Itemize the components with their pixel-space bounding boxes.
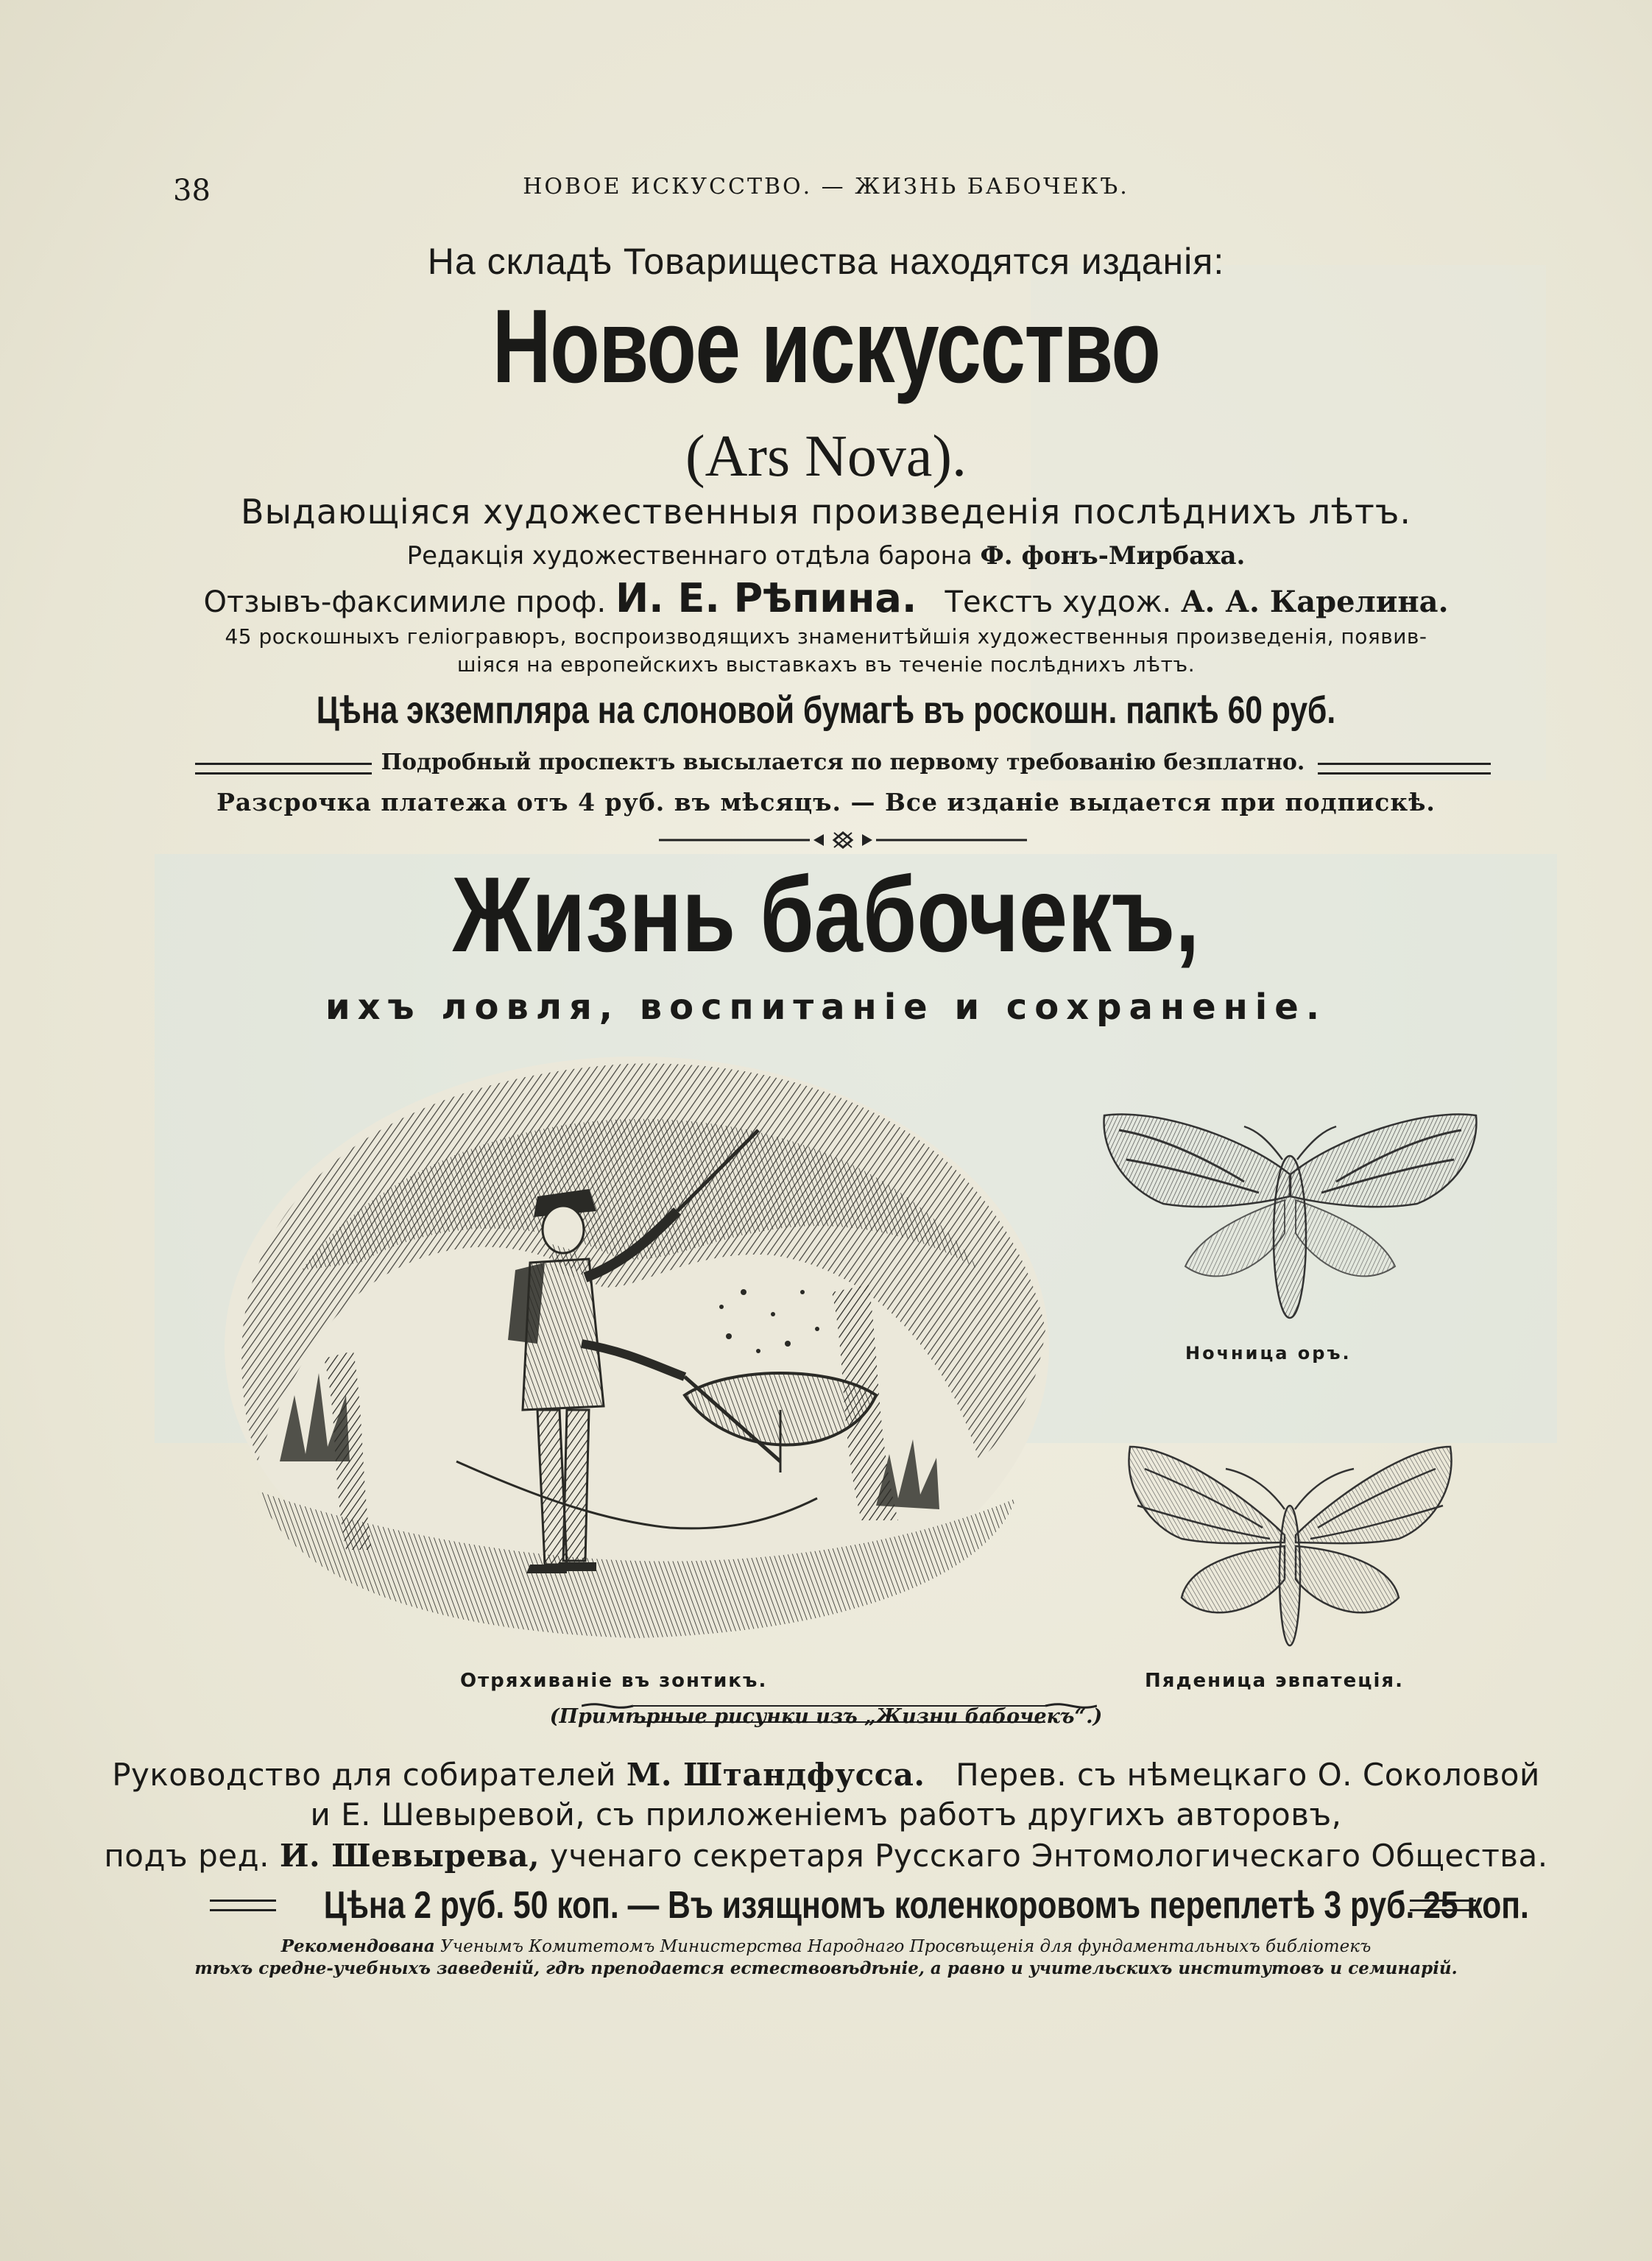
ad1-text-prefix: Текстъ худож. (945, 585, 1172, 619)
running-title: НОВОЕ ИСКУССТВО. — ЖИЗНЬ БАБОЧЕКЪ. (523, 174, 1129, 200)
prospectus-wrap (195, 749, 1491, 775)
ad1-contents-line2: шіяся на европейскихъ выставкахъ въ теченіе послѣднихъ лѣтъ. (456, 652, 1196, 677)
guide-prefix: Руководство для собирателей (112, 1757, 616, 1793)
collector-engraving-illustration (213, 1049, 1060, 1646)
guide-author: М. Штандфусса. (626, 1757, 925, 1793)
ad1-editor-name: Ф. фонъ-Мирбаха. (980, 541, 1246, 571)
ad2-subtitle: ихъ ловля, воспитаніе и сохраненіе. (325, 987, 1327, 1028)
ad1-intro: На складѣ Товарищества находятся изданія: (427, 241, 1225, 282)
recommendation-line2: тѣхъ средне-учебныхъ заведеній, гдѣ преподается естествовѣдѣніе, а равно и учительскихъ институтовъ и семинарій. (194, 1958, 1458, 1978)
sample-note: (Примѣрные рисунки изъ „Жизни бабочекъ“.) (549, 1705, 1103, 1728)
guide-editor: И. Шевырева, (279, 1838, 540, 1874)
recommend-line1: Ученымъ Комитетомъ Министерства Народнаго Просвѣщенія для фундаментальныхъ библіотекъ (440, 1937, 1372, 1956)
caption-scene: Отряхиваніе въ зонтикъ. (460, 1670, 768, 1692)
ad1-installment: Разсрочка платежа отъ 4 руб. въ мѣсяцъ. — Все изданіе выдается при подпискѣ. (216, 788, 1436, 816)
guide-editor-prefix: подъ ред. (104, 1838, 269, 1874)
ad1-price: Цѣна экземпляра на слоновой бумагѣ въ роскошн. папкѣ 60 руб. (316, 689, 1336, 732)
ad1-editor-prefix: Редакція художественнаго отдѣла барона (406, 541, 973, 571)
ad1-review-name: И. Е. Рѣпина. (615, 575, 917, 621)
ad1-title: Новое искусство (492, 288, 1160, 405)
guide-editor-suffix: ученаго секретаря Русскаго Энтомологическаго Общества. (550, 1838, 1548, 1874)
ad1-review-prefix: Отзывъ-факсимиле проф. (203, 585, 607, 619)
ad1-text-name: А. А. Карелина. (1180, 585, 1449, 619)
guide-line1 (0, 1757, 1652, 1793)
night-moth-illustration (1097, 1108, 1483, 1329)
ad1-subtitle: (Ars Nova). (685, 424, 967, 489)
guide-translator: Перев. съ нѣмецкаго О. Соколовой (956, 1757, 1540, 1793)
prospectus-row (195, 749, 1491, 779)
ornament-divider (659, 829, 1027, 851)
ad1-contents-line1: 45 роскошныхъ геліогравюръ, воспроизводящихъ знаменитѣйшія художественныя произведенія, появив- (225, 624, 1427, 649)
ad1-prospectus: Подробный проспектъ высылается по первому требованію безплатно. (381, 749, 1305, 775)
ad2-price-row (210, 1883, 1529, 1927)
recommend-word: Рекомендована (280, 1936, 435, 1956)
page-number: 38 (173, 174, 211, 208)
ad2-title: Жизнь бабочекъ, (452, 855, 1200, 974)
ad1-review-line (0, 575, 1652, 621)
guide-line3 (0, 1838, 1652, 1874)
guide-line2: и Е. Шевыревой, съ приложеніемъ работъ другихъ авторовъ, (310, 1796, 1342, 1833)
ad2-price: Цѣна 2 руб. 50 коп. — Въ изящномъ коленкоровомъ переплетѣ 3 руб. 25 коп. (323, 1884, 1529, 1927)
geometer-moth-illustration (1123, 1439, 1458, 1649)
recommendation-line1 (0, 1936, 1652, 1956)
ad1-editor-line (0, 541, 1652, 571)
ad1-description: Выдающіяся художественныя произведенія послѣднихъ лѣтъ. (241, 492, 1411, 532)
caption-moth1: Ночница оръ. (1185, 1343, 1352, 1364)
price-rule-left (210, 1900, 276, 1911)
caption-moth2: Пяденица эвпатеція. (1145, 1670, 1404, 1692)
